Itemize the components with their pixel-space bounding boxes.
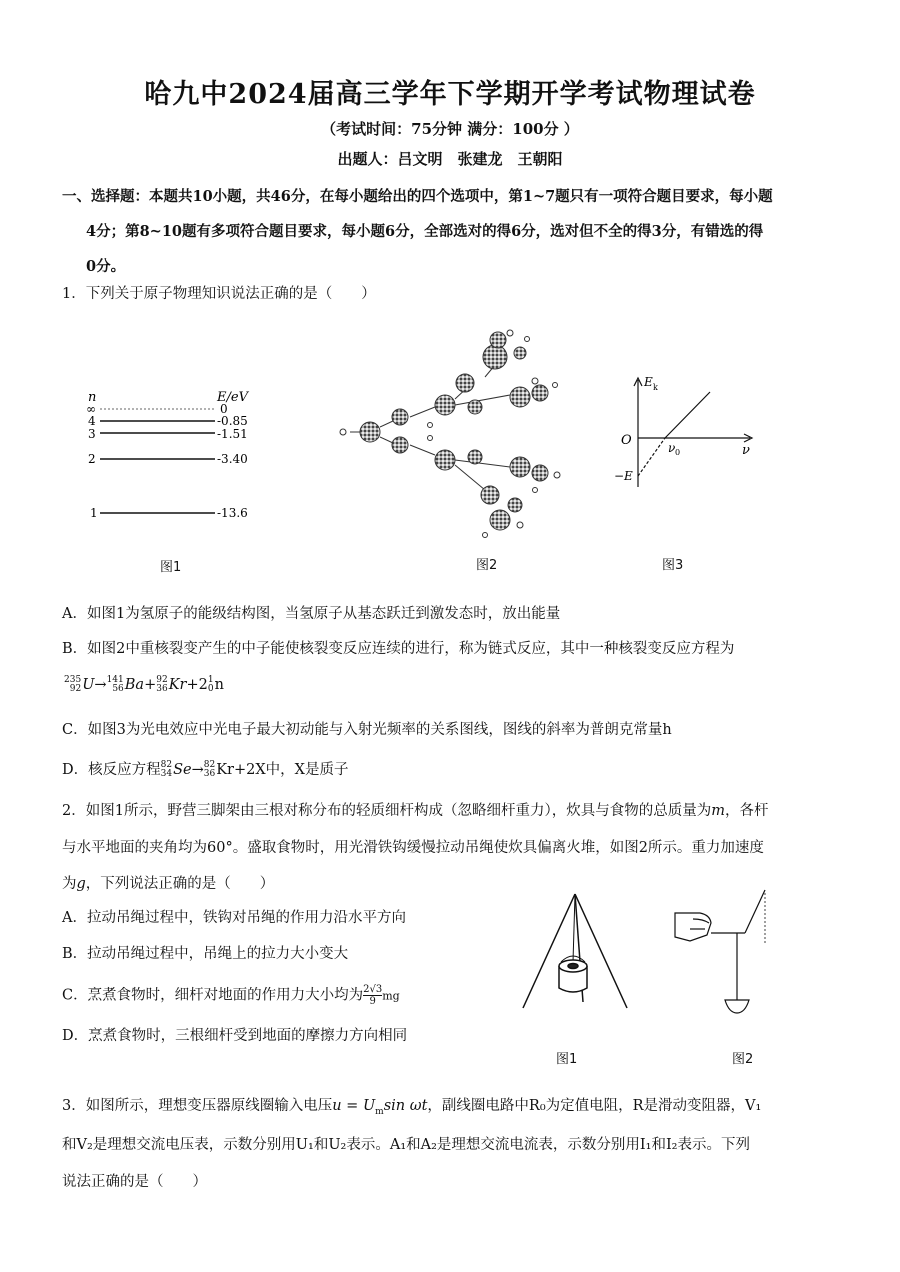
q2-stem3-pre: 为 — [62, 876, 77, 892]
q2-option-c-pre: C．烹煮食物时，细杆对地面的作用力大小均为 — [62, 987, 364, 1004]
frac-denominator: 9 — [369, 996, 376, 1007]
level-1-e: -13.6 — [217, 506, 248, 520]
u-symbol: U — [82, 677, 95, 693]
se-charge: 34 — [160, 769, 173, 779]
level-inf-e: 0 — [220, 402, 228, 416]
q1-option-b-equation — [64, 675, 854, 695]
n-charge: 0 — [207, 684, 214, 694]
q2-g-var: g — [76, 876, 86, 892]
q1-figure2-chain-reaction — [335, 325, 575, 545]
level-3-e: -1.51 — [217, 427, 248, 441]
q3-line1-pre: 3．如图所示，理想变压器原线圈输入电压 — [62, 1098, 333, 1114]
fig2-caption: 图2 — [476, 558, 498, 573]
se-mass: 82 — [160, 760, 173, 770]
authors: 出题人：吕文明 张建龙 王朝阳 — [337, 150, 563, 168]
fig3-nu0-sub: 0 — [675, 448, 681, 457]
exam-info: （考试时间：75分钟 满分：100分 ） — [321, 120, 579, 138]
plus-2: + — [186, 677, 199, 693]
fig3-neg-e: −E — [614, 469, 633, 483]
q1-option-d-post: 中，X是质子 — [265, 762, 349, 778]
q3-line1-post: ，副线圈电路中R₀为定值电阻，R是滑动变阻器，V₁ — [427, 1098, 762, 1114]
q2-option-b: B．拉动吊绳过程中，吊绳上的拉力大小变大 — [62, 946, 349, 962]
q2-stem1-post: ，各杆 — [724, 803, 769, 819]
q3-voltage-formula: u = U — [332, 1098, 376, 1114]
instructions-line-3: 0分。 — [86, 258, 126, 275]
fig3-nu0-label: ν — [668, 441, 676, 455]
kr-d-symbol: Kr — [216, 762, 234, 778]
q2-stem-line-2: 与水平地面的夹角均为60°。盛取食物时，用光滑铁钩缓慢拉动吊绳使炊具偏离火堆，如图2所示。重力加速度 — [62, 840, 764, 856]
q1-figure1-energy-levels — [80, 385, 280, 570]
q2-option-a: A．拉动吊绳过程中，铁钩对吊绳的作用力沿水平方向 — [62, 910, 406, 926]
q2-option-c — [62, 984, 482, 1007]
q2-option-d: D．烹煮食物时，三根细杆受到地面的摩擦力方向相同 — [62, 1028, 408, 1044]
q3-stem-line-3: 说法正确的是（ ） — [62, 1174, 207, 1190]
q1-option-c: C．如图3为光电效应中光电子最大初动能与入射光频率的关系图线，图线的斜率为普朗克常量h — [62, 722, 672, 738]
u-charge: 92 — [69, 684, 82, 694]
q2-fig2-caption: 图2 — [732, 1052, 754, 1067]
page-title: 哈九中2024届高三学年下学期开学考试物理试卷 — [144, 79, 756, 110]
n-coef: 2 — [198, 677, 208, 693]
kr-charge: 36 — [156, 684, 168, 694]
q1-option-b: B．如图2中重核裂变产生的中子能使核裂变反应连续的进行，称为链式反应，其中一种核裂变反应方程为 — [62, 641, 735, 657]
fig1-e-label: E/eV — [217, 390, 248, 405]
n-mass: 1 — [207, 675, 214, 685]
q2-figure1-tripod — [515, 890, 645, 1020]
fig3-ek-sub: k — [653, 383, 658, 392]
fig1-n-label: n — [88, 390, 97, 405]
q2-option-c-post: mg — [382, 989, 400, 1003]
q3-stem-line-2: 和V₂是理想交流电压表，示数分别用U₁和U₂表示。A₁和A₂是理想交流电流表，示数分别用I₁和I₂表示。下列 — [62, 1137, 750, 1153]
q2-stem-line-1 — [62, 801, 852, 821]
q3-voltage-sub: m — [375, 1106, 384, 1117]
q1-option-d-pre: D．核反应方程 — [62, 762, 161, 778]
instructions-line-1: 一、选择题：本题共10小题，共46分，在每小题给出的四个选项中，第1~7题只有一项符合题目要求，每小题 — [62, 188, 773, 205]
q2-figure2-hand-hook — [665, 885, 785, 1025]
kr-d-rest: +2X — [233, 762, 266, 778]
q1-figure3-photoelectric-graph — [610, 372, 760, 492]
q2-stem1-pre: 2．如图1所示，野营三脚架由三根对称分布的轻质细杆构成（忽略细杆重力），炊具与食物的总质量为 — [62, 803, 712, 819]
se-symbol: Se — [173, 762, 192, 778]
fig3-ek-label: E — [644, 375, 653, 389]
level-inf-n: ∞ — [86, 402, 96, 416]
q2-stem3-post: ，下列说法正确的是（ ） — [85, 876, 275, 892]
u-mass: 235 — [64, 675, 82, 685]
q2-fig1-caption: 图1 — [556, 1052, 578, 1067]
level-3-n: 3 — [88, 427, 96, 441]
frac-numerator: 2√3 — [363, 984, 383, 995]
q2-option-c-fraction — [363, 984, 382, 1007]
level-2-e: -3.40 — [217, 452, 248, 466]
q1-option-a: A．如图1为氢原子的能级结构图，当氢原子从基态跃迁到激发态时，放出能量 — [62, 606, 561, 622]
q1-option-d — [62, 760, 852, 780]
level-1-n: 1 — [90, 506, 98, 520]
ba-symbol: Ba — [124, 677, 145, 693]
instructions-line-2: 4分；第8~10题有多项符合题目要求，每小题6分，全部选对的得6分，选对但不全的得3分，有错选的得 — [86, 223, 764, 240]
fig3-origin: O — [621, 433, 632, 448]
ba-mass: 141 — [106, 675, 124, 685]
arrow-d: → — [191, 762, 204, 778]
kr-symbol: Kr — [168, 677, 187, 693]
fig1-caption: 图1 — [160, 560, 182, 575]
q2-mass-var: m — [711, 803, 725, 819]
fig3-caption: 图3 — [662, 558, 684, 573]
level-2-n: 2 — [88, 452, 96, 466]
kr-d-mass: 82 — [203, 760, 216, 770]
kr-d-charge: 36 — [203, 769, 216, 779]
n-symbol: n — [214, 677, 224, 693]
q3-stem-line-1 — [62, 1096, 852, 1122]
level-4-n: 4 — [88, 414, 96, 428]
q1-stem: 1．下列关于原子物理知识说法正确的是（ ） — [62, 286, 376, 302]
plus-1: + — [144, 677, 157, 693]
kr-mass: 92 — [156, 675, 168, 685]
ba-charge: 56 — [112, 684, 124, 694]
level-4-e: -0.85 — [217, 414, 248, 428]
arrow: → — [94, 677, 107, 693]
q3-voltage-sin: sin ωt — [383, 1098, 428, 1114]
fig3-nu-label: ν — [742, 443, 750, 458]
section-instructions — [62, 179, 852, 284]
